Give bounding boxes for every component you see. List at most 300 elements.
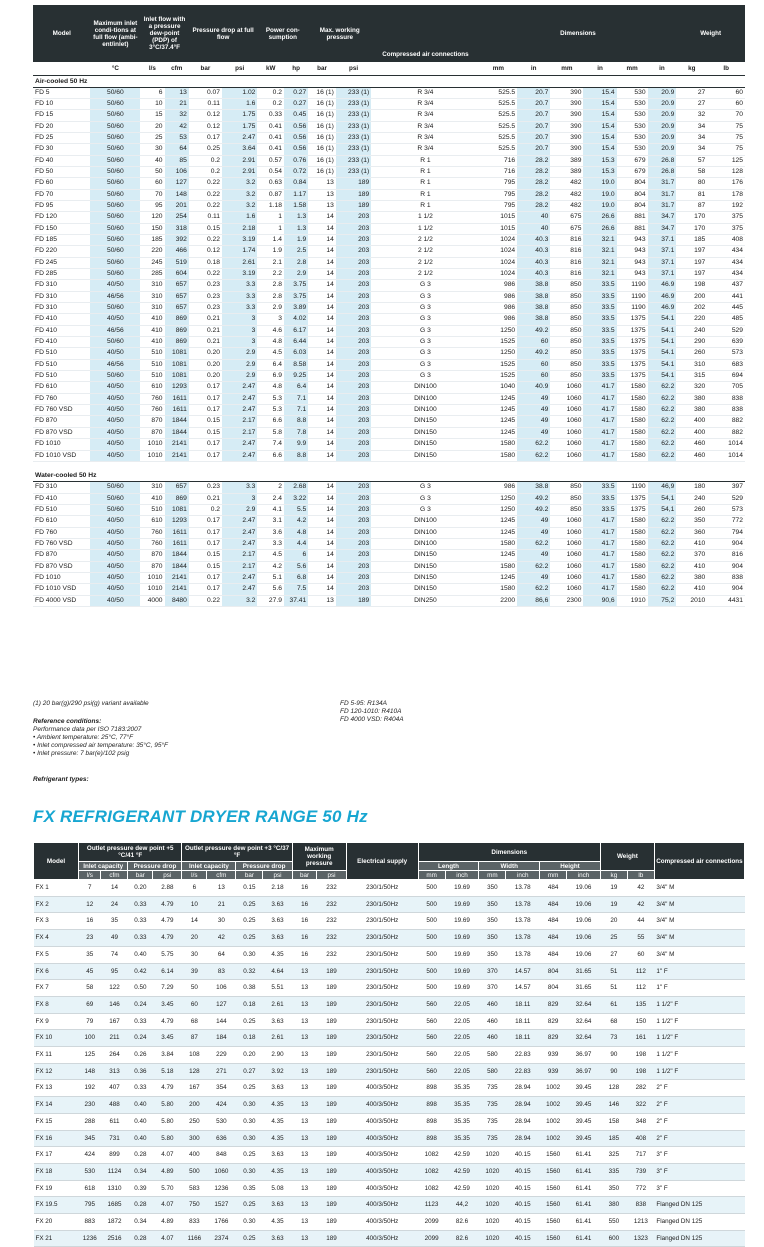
table-row (33, 539, 745, 550)
spec-cell: 389 (550, 155, 583, 166)
spec-cell: 0.34 (128, 1214, 153, 1231)
spec-cell: 14 (308, 539, 336, 550)
spec-cell: 14 (308, 348, 336, 359)
spec-cell: 580 (479, 1047, 506, 1064)
spec-cell: 390 (550, 121, 583, 132)
spec-cell: G 3 (371, 505, 479, 516)
fx-col-outlet3: Outlet pressure dew point +3 °C/37 °F (182, 843, 292, 862)
spec-cell: G 3 (371, 348, 479, 359)
spec-cell: 1060 (550, 427, 583, 438)
spec-cell: 16 (1) (308, 121, 336, 132)
model-cell: FX 4 (34, 930, 79, 947)
model-cell: FD 410 (33, 493, 90, 504)
spec-cell: 1060 (207, 1163, 236, 1180)
spec-cell: 203 (336, 269, 371, 280)
spec-cell: 192 (707, 200, 745, 211)
spec-cell: 7.5 (284, 584, 308, 595)
table-row (33, 121, 745, 132)
spec-cell: 348 (627, 1113, 654, 1130)
spec-cell: 2" F (654, 1130, 744, 1147)
unit-cell: mm (617, 62, 648, 75)
spec-cell: 0.25 (236, 1230, 263, 1247)
spec-cell: 189 (317, 996, 346, 1013)
fx-unit-cell: bar (292, 871, 317, 880)
spec-cell: 62.2 (648, 516, 677, 527)
spec-cell: 318 (165, 223, 189, 234)
spec-cell: 4.02 (284, 314, 308, 325)
spec-cell: 49 (517, 393, 550, 404)
spec-cell: 2.47 (222, 393, 257, 404)
spec-cell: 16 (292, 880, 317, 897)
spec-cell: 22.05 (445, 1063, 479, 1080)
spec-cell: 0.2 (189, 155, 222, 166)
spec-cell: 49 (517, 516, 550, 527)
spec-cell: 90 (600, 1047, 627, 1064)
spec-cell: 203 (336, 516, 371, 527)
table-row (33, 595, 745, 606)
spec-cell: 46/56 (90, 325, 140, 336)
model-cell: FX 15 (34, 1113, 79, 1130)
table-row (34, 1097, 745, 1114)
col-power: Power con-sumption (257, 5, 308, 62)
spec-cell: 15.4 (583, 87, 616, 98)
spec-cell: 350 (479, 946, 506, 963)
spec-cell: 34.7 (648, 212, 677, 223)
spec-cell: 0.63 (257, 178, 284, 189)
model-cell: FD 870 (33, 550, 90, 561)
spec-cell: 0.17 (189, 132, 222, 143)
spec-cell: 189 (317, 1013, 346, 1030)
spec-cell: 13 (308, 178, 336, 189)
spec-cell: 161 (627, 1030, 654, 1047)
spec-cell: 829 (540, 996, 567, 1013)
spec-cell: 15 (140, 110, 164, 121)
spec-cell: 1020 (479, 1214, 506, 1231)
model-cell: FD 1010 VSD (33, 584, 90, 595)
spec-cell: 484 (540, 946, 567, 963)
spec-cell: 0.72 (284, 166, 308, 177)
spec-cell: 943 (617, 257, 648, 268)
spec-cell: 0.28 (128, 1230, 153, 1247)
spec-cell: 986 (480, 314, 518, 325)
spec-cell: 986 (480, 482, 518, 493)
spec-cell: DIN100 (371, 527, 479, 538)
spec-cell: 14 (308, 516, 336, 527)
spec-cell: 5.51 (263, 980, 292, 997)
spec-cell: R 1 (371, 155, 479, 166)
spec-cell: 61.41 (567, 1180, 601, 1197)
spec-cell: 203 (336, 550, 371, 561)
spec-cell: 3" F (654, 1163, 744, 1180)
spec-cell: 40/50 (90, 573, 140, 584)
spec-cell: G 3 (371, 303, 479, 314)
spec-cell: 20.9 (648, 87, 677, 98)
spec-cell: 13 (292, 1013, 317, 1030)
unit-cell: psi (222, 62, 257, 75)
spec-cell: 232 (317, 896, 346, 913)
spec-cell: 3.63 (263, 1080, 292, 1097)
spec-cell: 40.9 (517, 382, 550, 393)
spec-cell: 500 (182, 1163, 207, 1180)
fx-col-dimensions: Dimensions (418, 843, 600, 862)
fx-unit-cell: l/s (78, 871, 100, 880)
spec-cell: 850 (550, 280, 583, 291)
spec-cell: DIN150 (371, 561, 479, 572)
spec-cell: 49 (517, 573, 550, 584)
spec-cell: 0.25 (236, 1197, 263, 1214)
spec-cell: 50/60 (90, 257, 140, 268)
spec-cell: 400 (676, 416, 707, 427)
spec-cell: 150 (140, 223, 164, 234)
spec-cell: 2.2 (257, 269, 284, 280)
spec-cell: 32.1 (583, 234, 616, 245)
spec-cell: 2.9 (222, 505, 257, 516)
spec-cell: 62.2 (648, 382, 677, 393)
spec-cell: 400/3/50Hz (346, 1180, 418, 1197)
spec-cell: 14 (308, 337, 336, 348)
spec-cell: G 3 (371, 325, 479, 336)
spec-cell: 13 (292, 1080, 317, 1097)
spec-cell: 0.22 (189, 189, 222, 200)
spec-cell: 390 (550, 87, 583, 98)
table-row (33, 257, 745, 268)
unit-cell: hp (284, 62, 308, 75)
spec-cell: 1580 (617, 561, 648, 572)
spec-cell: 13 (207, 880, 236, 897)
spec-cell: 2" F (654, 1097, 744, 1114)
spec-cell: 3 (222, 337, 257, 348)
spec-cell: 62.2 (517, 584, 550, 595)
spec-cell: 33.5 (583, 291, 616, 302)
fx-unit-cell: mm (418, 871, 445, 880)
spec-cell: 34 (676, 132, 707, 143)
spec-cell: 657 (165, 280, 189, 291)
spec-cell: R 3/4 (371, 87, 479, 98)
spec-cell: 13 (292, 1163, 317, 1180)
spec-cell: 1580 (480, 539, 518, 550)
spec-cell: 986 (480, 303, 518, 314)
spec-cell: 850 (550, 303, 583, 314)
spec-cell: 41.7 (583, 573, 616, 584)
spec-cell: 50/60 (90, 178, 140, 189)
spec-cell: 7.4 (257, 439, 284, 450)
spec-cell: 40/50 (90, 584, 140, 595)
spec-cell: 1580 (480, 439, 518, 450)
spec-cell: 850 (550, 482, 583, 493)
spec-cell: 245 (140, 257, 164, 268)
spec-cell: 4.5 (257, 348, 284, 359)
spec-cell: 40/50 (90, 439, 140, 450)
spec-cell: 5.8 (257, 427, 284, 438)
model-cell: FX 13 (34, 1080, 79, 1097)
fx-col-width: Width (479, 862, 540, 871)
model-cell: FD 510 (33, 348, 90, 359)
spec-cell: 16 (292, 946, 317, 963)
spec-cell: 4.35 (263, 1130, 292, 1147)
spec-cell: 1250 (480, 493, 518, 504)
spec-cell: 1.75 (222, 110, 257, 121)
spec-cell: 27 (676, 98, 707, 109)
model-cell: FD 610 (33, 516, 90, 527)
spec-cell: 49.2 (517, 505, 550, 516)
spec-cell: 0.2 (257, 87, 284, 98)
spec-cell: 0.30 (236, 946, 263, 963)
spec-cell: 816 (550, 269, 583, 280)
spec-cell: 0.15 (189, 427, 222, 438)
spec-cell: 0.25 (236, 930, 263, 947)
spec-cell: 829 (540, 1013, 567, 1030)
spec-cell: 41.7 (583, 516, 616, 527)
spec-cell: 54.1 (648, 314, 677, 325)
spec-cell: 1 (257, 223, 284, 234)
spec-cell: 40.15 (506, 1163, 540, 1180)
spec-cell: 2 1/2 (371, 234, 479, 245)
spec-cell: 42 (207, 930, 236, 947)
spec-cell: 13 (292, 1180, 317, 1197)
spec-cell: 380 (676, 405, 707, 416)
model-cell: FX 17 (34, 1147, 79, 1164)
spec-cell: 31.65 (567, 980, 601, 997)
spec-cell: 1024 (480, 257, 518, 268)
spec-cell: 1081 (165, 348, 189, 359)
spec-cell: 2 (257, 482, 284, 493)
spec-cell: 400/3/50Hz (346, 1230, 418, 1247)
spec-cell: 735 (479, 1097, 506, 1114)
spec-cell: 2.61 (263, 1030, 292, 1047)
spec-cell: 0.25 (236, 913, 263, 930)
spec-cell: 50/60 (90, 110, 140, 121)
spec-cell: 37.1 (648, 246, 677, 257)
spec-cell: 0.33 (128, 930, 153, 947)
table-row (34, 1063, 745, 1080)
spec-cell: 400/3/50Hz (346, 1163, 418, 1180)
spec-cell: 2.47 (222, 405, 257, 416)
spec-cell: 0.25 (236, 896, 263, 913)
spec-cell: 233 (1) (336, 98, 371, 109)
spec-cell: 0.30 (236, 1097, 263, 1114)
spec-cell: 203 (336, 393, 371, 404)
table-row (33, 166, 745, 177)
spec-cell: 407 (101, 1080, 128, 1097)
spec-cell: 838 (627, 1197, 654, 1214)
spec-cell: 60 (517, 337, 550, 348)
spec-cell: 760 (140, 393, 164, 404)
spec-cell: 189 (317, 1163, 346, 1180)
spec-cell: 49.2 (517, 493, 550, 504)
spec-cell: 0.17 (189, 527, 222, 538)
fx-unit-cell: inch (567, 871, 601, 880)
spec-cell: 904 (707, 584, 745, 595)
spec-cell: 20.7 (517, 87, 550, 98)
spec-cell: 57 (676, 155, 707, 166)
spec-cell: 6.8 (284, 573, 308, 584)
spec-cell: 40/50 (90, 550, 140, 561)
spec-cell: 49 (101, 930, 128, 947)
model-cell: FD 760 (33, 393, 90, 404)
spec-cell: 30 (207, 913, 236, 930)
spec-cell: 604 (165, 269, 189, 280)
spec-cell: 1844 (165, 416, 189, 427)
spec-cell: 22.05 (445, 1013, 479, 1030)
spec-cell: 1375 (617, 359, 648, 370)
spec-cell: 54.1 (648, 337, 677, 348)
model-cell: FX 9 (34, 1013, 79, 1030)
spec-cell: 1060 (550, 382, 583, 393)
spec-cell: 74 (101, 946, 128, 963)
spec-cell: 0.23 (189, 482, 222, 493)
spec-cell: 1020 (479, 1180, 506, 1197)
table-row (33, 269, 745, 280)
model-cell: FX 8 (34, 996, 79, 1013)
spec-cell: 229 (207, 1047, 236, 1064)
spec-cell: 4.6 (257, 325, 284, 336)
spec-cell: 54.1 (648, 359, 677, 370)
spec-cell: 6.6 (257, 450, 284, 461)
fx-unit-cell: l/s (182, 871, 207, 880)
spec-cell: 31.7 (648, 178, 677, 189)
spec-cell: 34.7 (648, 223, 677, 234)
spec-cell: 2.47 (222, 516, 257, 527)
spec-cell: 41.7 (583, 561, 616, 572)
spec-cell: 203 (336, 482, 371, 493)
spec-cell: 55 (627, 930, 654, 947)
fd-table-body (33, 75, 745, 607)
refrigerant-item: FD 5-95: R134A (340, 700, 387, 707)
spec-cell: 1002 (540, 1097, 567, 1114)
spec-cell: 32 (165, 110, 189, 121)
spec-cell: 40/50 (90, 516, 140, 527)
spec-cell: 40/50 (90, 450, 140, 461)
spec-cell: 6.9 (257, 371, 284, 382)
spec-cell: 82.6 (445, 1214, 479, 1231)
spec-cell: 1081 (165, 359, 189, 370)
spec-cell: 380 (676, 393, 707, 404)
spec-cell: 40.3 (517, 269, 550, 280)
spec-cell: 850 (550, 348, 583, 359)
spec-cell: 15.4 (583, 110, 616, 121)
spec-cell: 1580 (617, 382, 648, 393)
spec-cell: 13 (292, 1214, 317, 1231)
fx-col-height: Height (540, 862, 601, 871)
spec-cell: 20.7 (517, 110, 550, 121)
fx-table-body (34, 880, 745, 1247)
spec-cell: 50/60 (90, 212, 140, 223)
spec-cell: 189 (336, 178, 371, 189)
spec-cell: 40 (517, 223, 550, 234)
spec-cell: 3.19 (222, 234, 257, 245)
spec-cell: 716 (480, 166, 518, 177)
spec-cell: 32.64 (567, 1030, 601, 1047)
spec-cell: 1611 (165, 405, 189, 416)
spec-cell: 3.45 (153, 1030, 182, 1047)
table-row (33, 337, 745, 348)
spec-cell: 1766 (207, 1214, 236, 1231)
fx-col-inlet-capacity-5: Inlet capacity (78, 862, 127, 871)
spec-cell: 41.7 (583, 539, 616, 550)
model-cell: FD 870 VSD (33, 561, 90, 572)
spec-cell: 49.2 (517, 325, 550, 336)
spec-cell: 484 (540, 930, 567, 947)
fx-unit-cell: mm (540, 871, 567, 880)
spec-cell: 230/1/50Hz (346, 896, 418, 913)
model-cell: FX 10 (34, 1030, 79, 1047)
spec-cell: 203 (336, 561, 371, 572)
spec-cell: 1580 (617, 416, 648, 427)
spec-cell: DIN100 (371, 405, 479, 416)
spec-cell: 32.64 (567, 996, 601, 1013)
spec-cell: 203 (336, 223, 371, 234)
spec-cell: 14 (308, 303, 336, 314)
spec-cell: Flanged DN 125 (654, 1197, 744, 1214)
spec-cell: 500 (418, 963, 445, 980)
spec-cell: 13 (292, 1197, 317, 1214)
spec-cell: 735 (479, 1130, 506, 1147)
spec-cell: 16 (78, 913, 100, 930)
spec-cell: 13 (292, 980, 317, 997)
spec-cell: 1236 (207, 1180, 236, 1197)
spec-cell: 400/3/50Hz (346, 1214, 418, 1231)
model-cell: FX 19 (34, 1180, 79, 1197)
spec-cell: 1081 (165, 505, 189, 516)
fx-unit-cell: mm (479, 871, 506, 880)
spec-cell: 50/60 (90, 482, 140, 493)
spec-cell: 15.4 (583, 144, 616, 155)
spec-cell: 1020 (479, 1163, 506, 1180)
spec-cell: 2.47 (222, 584, 257, 595)
spec-cell: R 3/4 (371, 110, 479, 121)
spec-cell: 0.33 (128, 913, 153, 930)
spec-cell: 0.17 (189, 439, 222, 450)
spec-cell: 2.17 (222, 416, 257, 427)
spec-cell: 639 (707, 337, 745, 348)
fx-col-length: Length (418, 862, 479, 871)
spec-cell: 19.0 (583, 200, 616, 211)
spec-cell: 898 (418, 1097, 445, 1114)
model-cell: FD 4000 VSD (33, 595, 90, 606)
spec-cell: 0.12 (189, 121, 222, 132)
spec-cell: 0.12 (189, 110, 222, 121)
spec-cell: 50/60 (90, 155, 140, 166)
table-row (34, 996, 745, 1013)
spec-cell: 500 (418, 946, 445, 963)
model-cell: FD 120 (33, 212, 90, 223)
table-row (33, 234, 745, 245)
spec-cell: 20.9 (648, 144, 677, 155)
spec-cell: 30 (140, 144, 164, 155)
spec-cell: 750 (182, 1197, 207, 1214)
spec-cell: 90,6 (583, 595, 616, 606)
spec-cell: 230/1/50Hz (346, 1013, 418, 1030)
spec-cell: 731 (101, 1130, 128, 1147)
spec-cell: 0.20 (128, 880, 153, 897)
reference-line: Performance data per ISO 7183:2007 (33, 726, 142, 733)
spec-cell: 530 (617, 87, 648, 98)
spec-cell: 1010 (140, 584, 164, 595)
spec-cell: 135 (627, 996, 654, 1013)
spec-cell: 460 (676, 439, 707, 450)
table-row (33, 314, 745, 325)
spec-cell: 657 (165, 303, 189, 314)
spec-cell: 400/3/50Hz (346, 1080, 418, 1097)
spec-cell: DIN150 (371, 427, 479, 438)
spec-cell: 4.35 (263, 1113, 292, 1130)
spec-cell: 2.17 (222, 550, 257, 561)
fx-unit-cell: lb (627, 871, 654, 880)
spec-cell: 260 (676, 505, 707, 516)
fx-col-connections: Compressed air connections (654, 843, 744, 880)
spec-cell: 610 (140, 382, 164, 393)
spec-cell: 3.22 (284, 493, 308, 504)
